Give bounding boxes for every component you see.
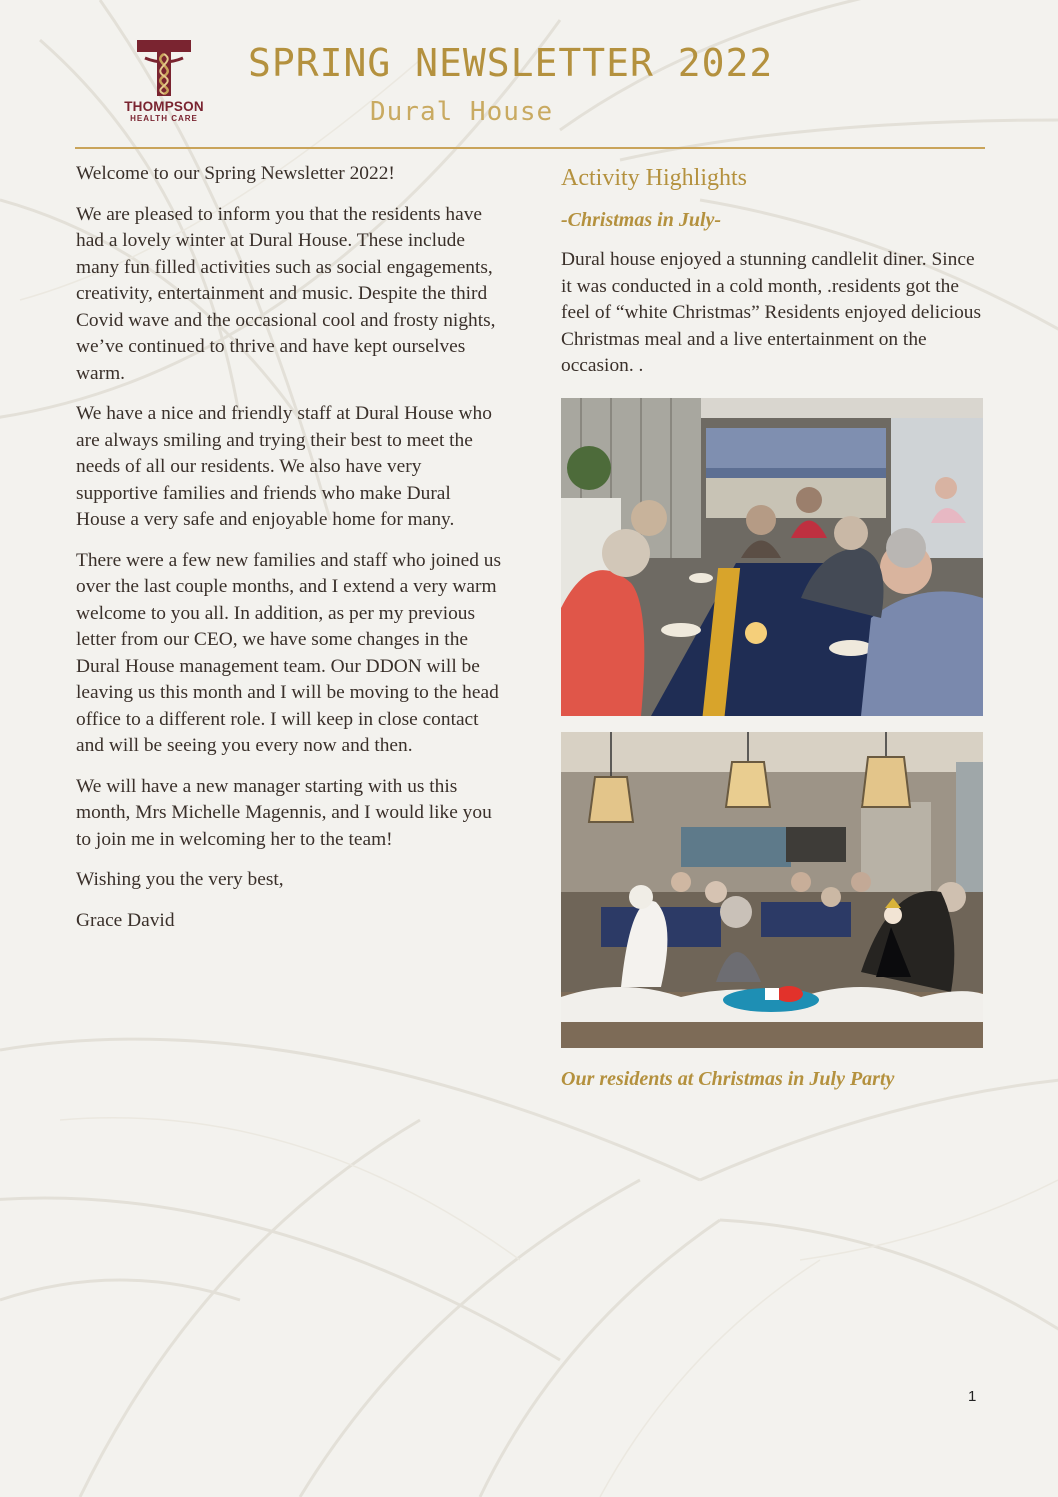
thompson-logo xyxy=(112,38,216,134)
newsletter-subtitle: Dural House xyxy=(370,97,554,127)
letter-closing: Wishing you the very best, xyxy=(76,869,284,890)
letter-paragraph: We are pleased to inform you that the residents have had a lovely winter at Dural House. These include many fun filled activities such as social engagements, creativity, entertainment and music. Despite the third Covid wave and the occasional cool and frosty nights, we’ve continued to thrive and have kept ourselves warm. xyxy=(76,203,496,384)
letter-signature: Grace David xyxy=(76,909,175,931)
welcome-letter xyxy=(76,161,502,948)
dinner-table-photo xyxy=(561,398,983,716)
newsletter-title: SPRING NEWSLETTER 2022 xyxy=(248,41,774,85)
logo-tagline: HEALTH CARE xyxy=(130,114,198,123)
letter-paragraph: We have a nice and friendly staff at Dural House who are always smiling and trying their best to meet the needs of all our residents. We also have very supportive families and friends who make Dural House a very safe and enjoyable home for many. xyxy=(76,403,492,530)
party-room-photo xyxy=(561,732,983,1048)
letter-paragraph: Welcome to our Spring Newsletter 2022! xyxy=(76,163,395,184)
event-title: -Christmas in July- xyxy=(561,209,722,231)
section-heading: Activity Highlights xyxy=(561,165,747,191)
event-description: Dural house enjoyed a stunning candlelit diner. Since it was conducted in a cold month, .residents got the feel of “white Christmas” Residents enjoyed delicious Christmas meal and a live entertainment on the occasion. . xyxy=(561,249,982,376)
activity-highlights xyxy=(561,161,985,1092)
page-number: 1 xyxy=(968,1388,977,1405)
letter-paragraph: There were a few new families and staff who joined us over the last couple months, and I extend a very warm welcome to you all. In addition, as per my previous letter from our CEO, we have some changes in the Dural House management team. Our DDON will be leaving us this month and I will be moving to the head office to a different role. I will keep in close contact and will be seeing you every now and then. xyxy=(76,549,502,756)
header-divider xyxy=(75,147,985,149)
photo-caption: Our residents at Christmas in July Party xyxy=(561,1067,895,1090)
letter-paragraph: We will have a new manager starting with us this month, Mrs Michelle Magennis, and I would like you to join me in welcoming her to the team! xyxy=(76,775,492,850)
logo-name: THOMPSON xyxy=(124,99,204,114)
caduceus-t-icon xyxy=(135,38,193,98)
